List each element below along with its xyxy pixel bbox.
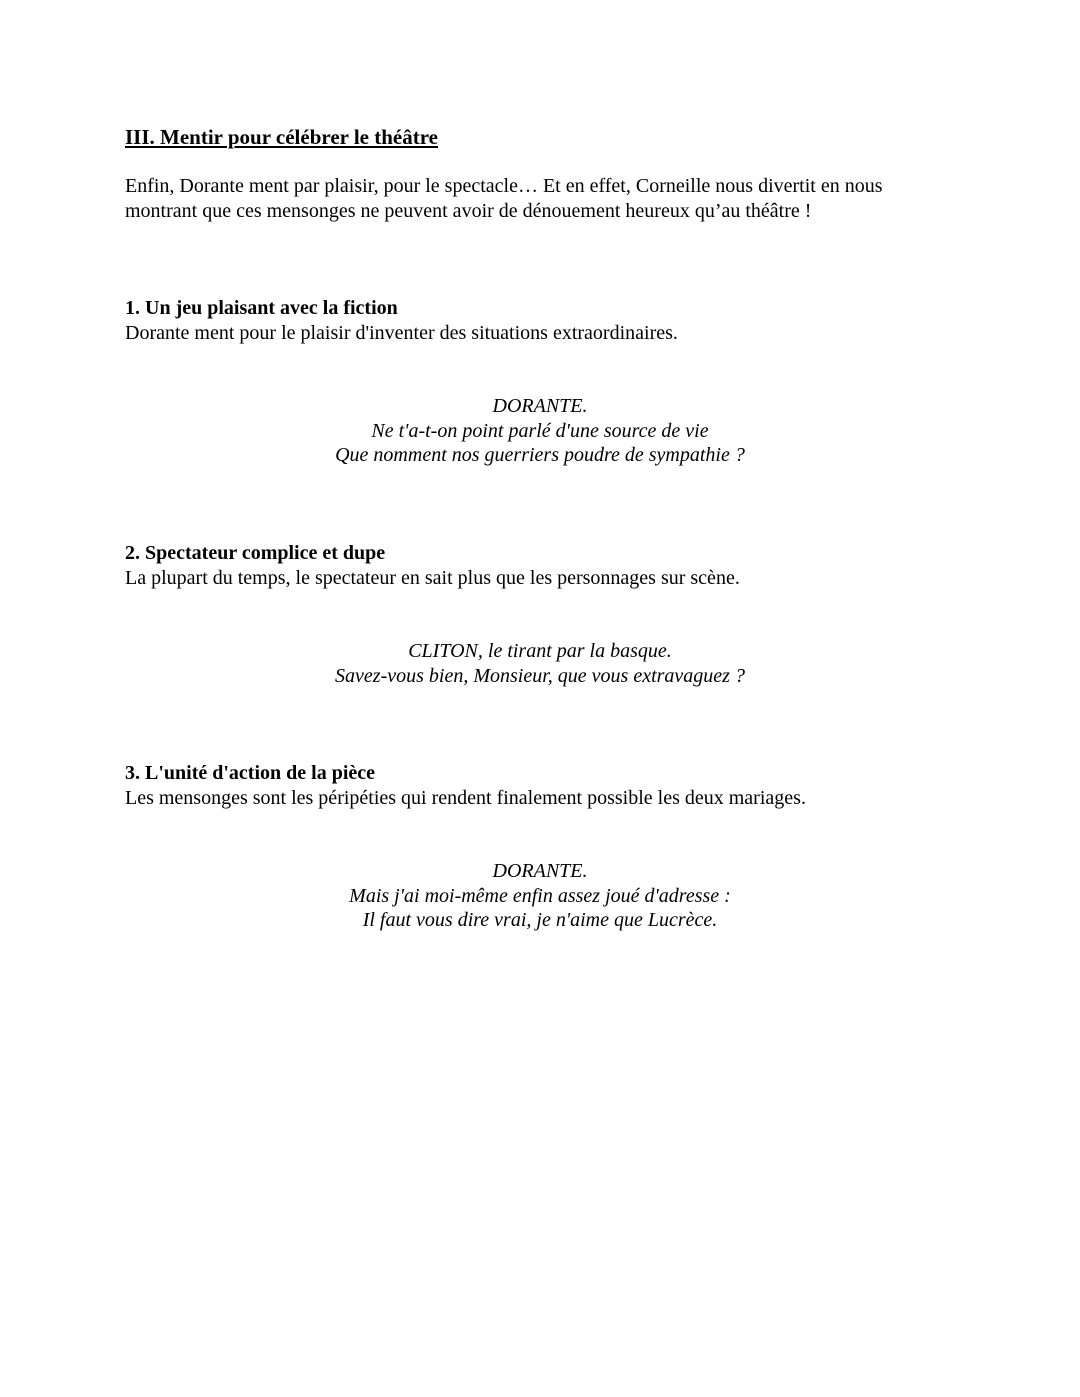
part-1-quote bbox=[0, 394, 1080, 468]
part-1-title: 1. Un jeu plaisant avec la fiction bbox=[125, 297, 398, 319]
quote-line: Savez-vous bien, Monsieur, que vous extravaguez ? bbox=[335, 664, 745, 687]
part-3-text: Les mensonges sont les péripéties qui rendent finalement possible les deux mariages. bbox=[125, 787, 806, 809]
part-1 bbox=[125, 296, 945, 346]
part-3-title: 3. L'unité d'action de la pièce bbox=[125, 762, 375, 784]
intro-line-2: montrant que ces mensonges ne peuvent avoir de dénouement heureux qu’au théâtre ! bbox=[125, 200, 812, 222]
quote-speaker: CLITON, le tirant par la basque. bbox=[408, 640, 672, 662]
part-2-text: La plupart du temps, le spectateur en sait plus que les personnages sur scène. bbox=[125, 567, 740, 589]
part-3-quote bbox=[0, 859, 1080, 933]
section-intro bbox=[125, 174, 945, 224]
quote-line: Il faut vous dire vrai, je n'aime que Lucrèce. bbox=[362, 909, 718, 931]
part-3 bbox=[125, 761, 945, 811]
part-1-text: Dorante ment pour le plaisir d'inventer des situations extraordinaires. bbox=[125, 322, 678, 344]
intro-line-1: Enfin, Dorante ment par plaisir, pour le spectacle… Et en effet, Corneille nous divertit en nous bbox=[125, 175, 883, 197]
quote-line: Ne t'a-t-on point parlé d'une source de vie bbox=[371, 419, 709, 442]
section-title: III. Mentir pour célébrer le théâtre bbox=[125, 125, 438, 149]
part-2-title: 2. Spectateur complice et dupe bbox=[125, 542, 386, 564]
part-2 bbox=[125, 541, 945, 591]
quote-speaker: DORANTE. bbox=[492, 860, 588, 882]
part-2-quote bbox=[0, 639, 1080, 688]
quote-speaker: DORANTE. bbox=[492, 395, 588, 417]
quote-line: Mais j'ai moi-même enfin assez joué d'adresse : bbox=[349, 884, 731, 907]
quote-line: Que nomment nos guerriers poudre de sympathie ? bbox=[335, 444, 745, 466]
